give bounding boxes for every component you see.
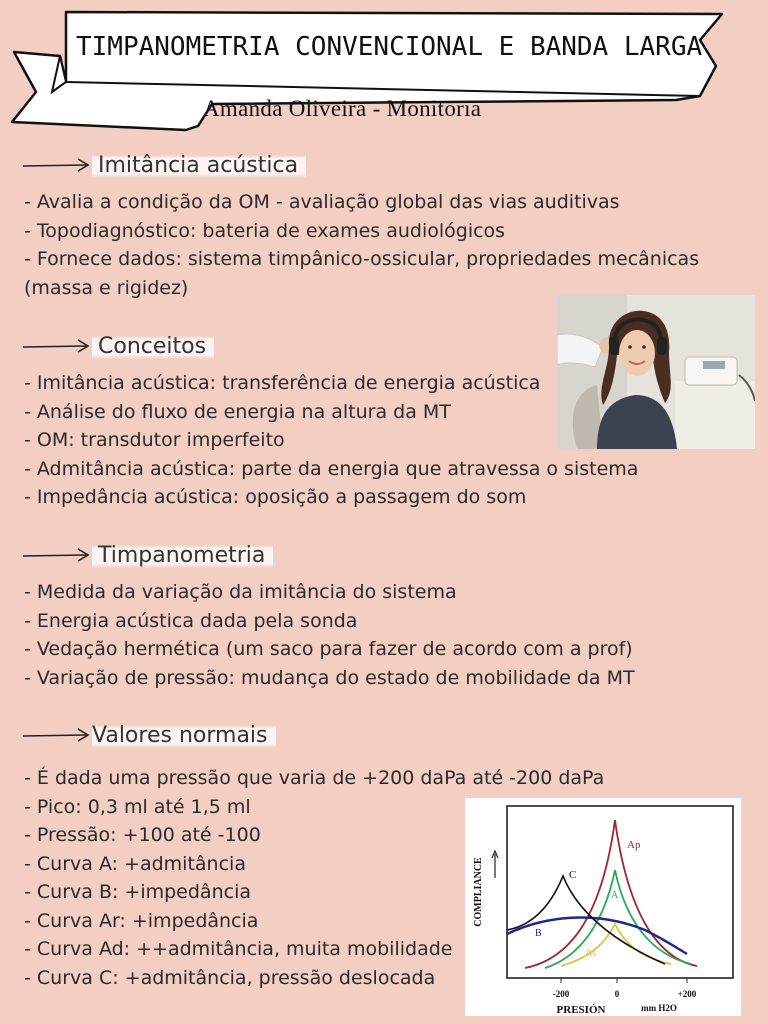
curve-label-ad: Ap (627, 839, 641, 851)
list-item: - Variação de pressão: mudança do estado de mobilidade da MT (24, 666, 635, 689)
list-item: - Avalia a condição da OM - avaliação global das vias auditivas (24, 191, 620, 213)
list-item: - Curva Ar: +impedância (24, 909, 259, 932)
list-item: - OM: transdutor imperfeito (24, 429, 285, 451)
audiometry-photo (557, 295, 755, 449)
long-arrow-right-icon (22, 727, 92, 743)
section-heading-label: Imitância acústica (92, 153, 306, 178)
list-item: - Imitância acústica: transferência de energia acústica (24, 372, 541, 394)
list-item: - Impedância acústica: oposição a passagem do som (24, 486, 527, 508)
author-subtitle: Amanda Oliveira - Monitoria (203, 96, 482, 121)
document-title: TIMPANOMETRIA CONVENCIONAL E BANDA LARGA (76, 32, 703, 62)
list-item: - Admitância acústica: parte da energia que atravessa o sistema (24, 457, 639, 480)
curve-label-c: C (569, 869, 577, 881)
list-item: - É dada uma pressão que varia de +200 daPa até -200 daPa (24, 767, 605, 789)
long-arrow-right-icon (22, 547, 92, 563)
list-item: - Curva A: +admitância (24, 852, 246, 875)
section-heading-label: Timpanometria (92, 543, 273, 568)
x-axis-unit: mm H2O (641, 1003, 677, 1013)
list-item: - Análise do fluxo de energia na altura da MT (24, 400, 451, 423)
section-heading-label: Valores normais (92, 723, 276, 748)
list-item: - Medida da variação da imitância do sistema (24, 581, 457, 603)
list-item: - Vedação hermética (um saco para fazer de acordo com a prof) (24, 638, 633, 660)
list-item: - Curva C: +admitância, pressão deslocada (24, 966, 436, 989)
section-timpanometria-list (24, 578, 635, 692)
x-tick-label: -200 (552, 989, 570, 999)
list-item: - Curva B: +impedância (24, 881, 251, 903)
list-item: - Fornece dados: sistema timpânico-ossicular, propriedades mecânicas (massa e rigidez) (24, 248, 700, 299)
long-arrow-right-icon (22, 338, 92, 354)
x-axis-label: PRESIÓN (556, 1004, 606, 1016)
section-conceitos-list (24, 369, 638, 512)
curve-label-as: As (585, 948, 597, 959)
list-item: - Topodiagnóstico: bateria de exames audiológicos (24, 219, 506, 242)
section-valores-heading (22, 720, 276, 750)
long-arrow-right-icon (22, 157, 92, 173)
list-item: - Energia acústica dada pela sonda (24, 609, 358, 632)
y-axis-label: COMPLIANCE (473, 857, 484, 927)
x-tick-label: +200 (677, 989, 697, 999)
curve-label-b: B (535, 928, 542, 939)
curve-label-a: A (611, 890, 619, 901)
section-heading-label: Conceitos (92, 334, 214, 359)
tympanogram-figure (465, 798, 741, 1016)
x-tick-label: 0 (614, 989, 620, 999)
list-item: - Curva Ad: ++admitância, muita mobilidade (24, 938, 453, 960)
list-item: - Pico: 0,3 ml até 1,5 ml (24, 795, 251, 818)
section-timpanometria-heading (22, 540, 273, 570)
list-item: - Pressão: +100 até -100 (24, 824, 261, 846)
section-conceitos-heading (22, 331, 214, 361)
section-imitancia-list (24, 188, 736, 302)
section-imitancia-heading (22, 150, 306, 180)
